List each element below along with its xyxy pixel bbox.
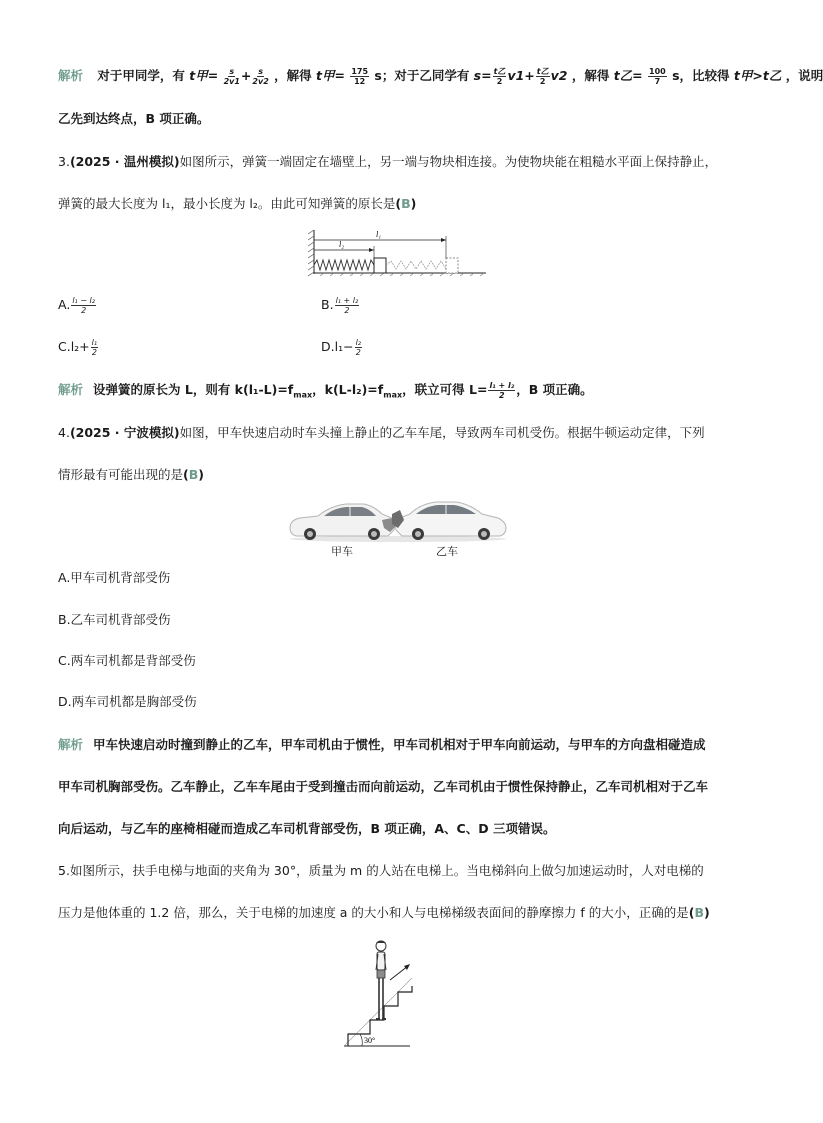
question-source: (2025 · 宁波模拟) <box>69 425 180 440</box>
option-b[interactable]: B. $\frac{\text{l₁ + l₂}}{2}$ <box>321 296 359 315</box>
solution-q2-line2: 乙先到达终点，B 项正确。 <box>58 111 210 126</box>
question-3-line2: 弹簧的最大长度为 l₁，最小长度为 l₂。由此可知弹簧的原长是(B) <box>58 196 417 211</box>
answer-mark: B <box>188 467 199 482</box>
fraction: $\frac{\text{t乙}}{2}$ <box>536 67 549 86</box>
solution-q4-line3: 向后运动，与乙车的座椅相碰而造成乙车司机背部受伤，B 项正确，A、C、D 三项错误。 <box>58 821 556 836</box>
question-5-line2: 压力是他体重的 1.2 倍，那么，关于电梯的加速度 a 的大小和人与电梯梯级表面间的静摩擦力 f 的大小，正确的是(B) <box>58 905 710 920</box>
question-4-line2: 情形最有可能出现的是(B) <box>58 467 204 482</box>
caption-car-b: 乙车 <box>436 545 458 558</box>
question-source: (2025 · 温州模拟) <box>69 154 180 169</box>
escalator-figure <box>342 930 414 1050</box>
option-c[interactable]: C.l₂+ $\frac{\text{l₁}}{2}$ <box>58 338 98 357</box>
fraction: $\frac{\text{t乙}}{2}$ <box>493 67 506 86</box>
label-l2: l₂ <box>339 240 345 249</box>
question-5-line1: 5.如图所示，扶手电梯与地面的夹角为 30°，质量为 m 的人站在电梯上。当电梯斜向上做匀加速运动时，人对电梯的 <box>58 863 704 878</box>
car-crash-figure <box>288 492 508 544</box>
solution-q2-line1: 解析 对于甲同学，有 t甲= $\frac{s}{2v1}$ + $\frac{s}{2v2}$ ，解得 t甲= $\frac{175}{12}$ s；对于乙同学有 s= $\frac{\text{t乙}}{2}$ v1+ $\frac{\text{t乙}}{2}$ v2 ，解得 t乙= $\frac{100}{7}$ s，比较得 t甲>t乙 ，说明 <box>58 67 823 86</box>
angle-label: 30° <box>364 1036 376 1045</box>
fraction: $\frac{100}{7}$ <box>649 67 666 86</box>
option-a[interactable]: A. $\frac{\text{l₁ − l₂}}{2}$ <box>58 296 95 315</box>
option-d[interactable]: D.l₁− $\frac{\text{l₂}}{2}$ <box>321 338 361 357</box>
option-d[interactable]: D.两车司机都是胸部受伤 <box>58 694 197 709</box>
solution-tag: 解析 <box>58 68 84 83</box>
answer-mark: B <box>694 905 705 920</box>
caption-car-a: 甲车 <box>331 545 353 558</box>
fraction: $\frac{175}{12}$ <box>351 67 369 86</box>
question-3-line1: 3.(2025 · 温州模拟)如图所示，弹簧一端固定在墙壁上，另一端与物块相连接。为使物块能在粗糙水平面上保持静止， <box>58 154 718 169</box>
question-4-line1: 4.(2025 · 宁波模拟)如图，甲车快速启动时车头撞上静止的乙车车尾，导致两车司机受伤。根据牛顿运动定律，下列 <box>58 425 705 440</box>
solution-q4-line2: 甲车司机胸部受伤。乙车静止，乙车车尾由于受到撞击而向前运动，乙车司机由于惯性保持静止，乙车司机相对于乙车 <box>58 779 709 794</box>
fraction: $\frac{s}{2v1}$ <box>223 67 240 86</box>
solution-q4-line1: 解析 甲车快速启动时撞到静止的乙车，甲车司机由于惯性，甲车司机相对于甲车向前运动，与甲车的方向盘相碰造成 <box>58 737 706 752</box>
option-b[interactable]: B.乙车司机背部受伤 <box>58 612 171 627</box>
answer-mark: B <box>401 196 411 211</box>
spring-wall-figure <box>306 226 491 278</box>
label-l1: l₁ <box>376 230 382 239</box>
fraction: $\frac{s}{2v2}$ <box>252 67 269 86</box>
solution-q3: 解析 设弹簧的原长为 L，则有 $k(l_1-L)=f_{max}$，$k(L-l_2)=f_{max}$，联立可得 L= $\frac{\text{l₁ + l₂}}{2}$ ，B 项正确。 <box>58 381 593 400</box>
option-c[interactable]: C.两车司机都是背部受伤 <box>58 653 196 668</box>
option-a[interactable]: A.甲车司机背部受伤 <box>58 570 171 585</box>
